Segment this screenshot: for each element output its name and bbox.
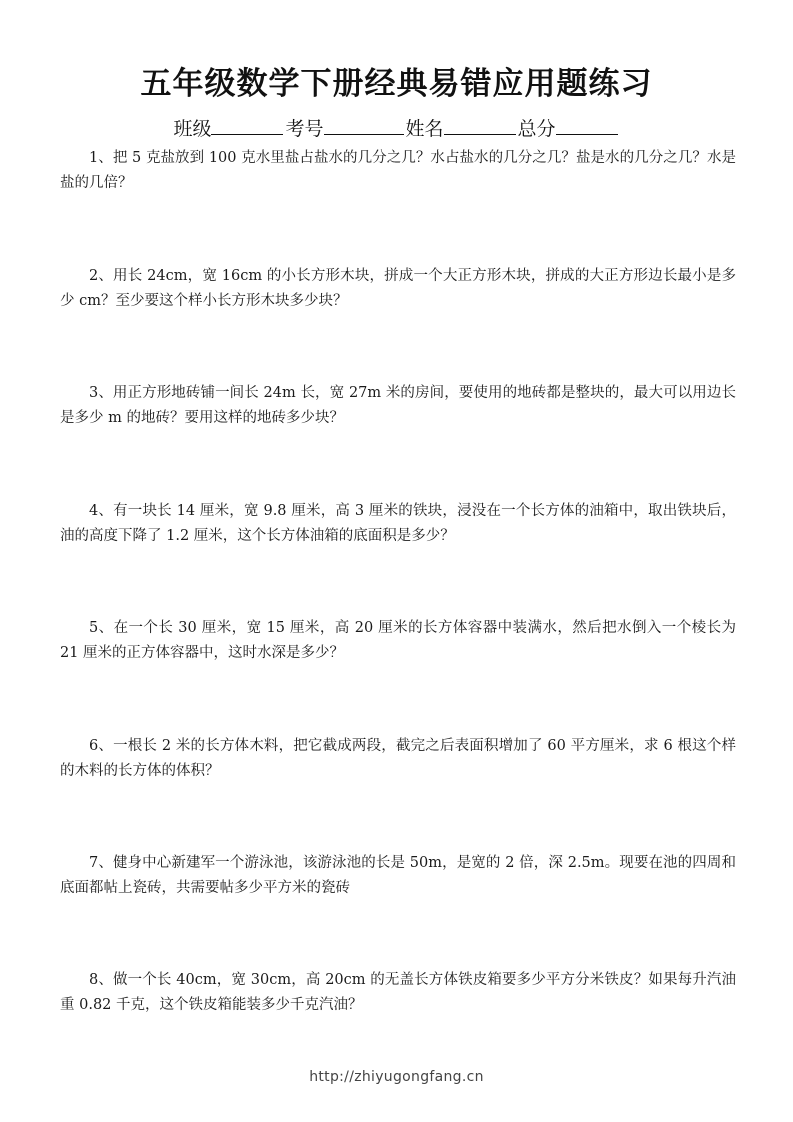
class-field xyxy=(173,114,285,141)
footer-url: http://zhiyugongfang.cn xyxy=(309,1069,484,1085)
question-8: 8、做一个长 40cm，宽 30cm，高 20cm 的无盖长方体铁皮箱要多少平方分米铁皮？如果每升汽油重 0.82 千克，这个铁皮箱能装多少千克汽油？ xyxy=(60,972,736,1013)
total-score-blank[interactable] xyxy=(556,116,618,135)
question-2: 2、用长 24cm，宽 16cm 的小长方形木块，拼成一个大正方形木块，拼成的大正方形边长最小是多少 cm？至少要这个样小长方形木块多少块？ xyxy=(60,268,736,309)
exam-number-field xyxy=(285,114,405,141)
class-blank[interactable] xyxy=(211,116,283,135)
student-info-row xyxy=(0,114,793,141)
question-7: 7、健身中心新建军一个游泳池，该游泳池的长是 50m，是宽的 2 倍，深 2.5m。现要在池的四周和底面都帖上瓷砖，共需要帖多少平方米的瓷砖 xyxy=(60,855,736,896)
question-1: 1、把 5 克盐放到 100 克水里盐占盐水的几分之几？水占盐水的几分之几？盐是水的几分之几？水是盐的几倍？ xyxy=(60,150,736,191)
question-6: 6、一根长 2 米的长方体木料，把它截成两段，截完之后表面积增加了 60 平方厘米，求 6 根这个样的木料的长方体的体积？ xyxy=(60,738,736,779)
total-score-label: 总分 xyxy=(517,118,556,140)
exam-number-label: 考号 xyxy=(285,118,324,140)
question-4: 4、有一块长 14 厘米，宽 9.8 厘米，高 3 厘米的铁块，浸没在一个长方体的油箱中，取出铁块后，油的高度下降了 1.2 厘米，这个长方体油箱的底面积是多少？ xyxy=(60,503,736,544)
name-label: 姓名 xyxy=(405,118,444,140)
class-label: 班级 xyxy=(173,118,212,140)
exam-number-blank[interactable] xyxy=(324,116,404,135)
question-5: 5、在一个长 30 厘米，宽 15 厘米，高 20 厘米的长方体容器中装满水，然后把水倒入一个棱长为 21 厘米的正方体容器中，这时水深是多少？ xyxy=(60,620,736,661)
total-score-field xyxy=(518,114,620,141)
name-blank[interactable] xyxy=(444,116,516,135)
name-field xyxy=(406,114,518,141)
page-title: 五年级数学下册经典易错应用题练习 xyxy=(140,66,653,102)
question-3: 3、用正方形地砖铺一间长 24m 长，宽 27m 米的房间，要使用的地砖都是整块的，最大可以用边长是多少 m 的地砖？要用这样的地砖多少块？ xyxy=(60,385,736,426)
